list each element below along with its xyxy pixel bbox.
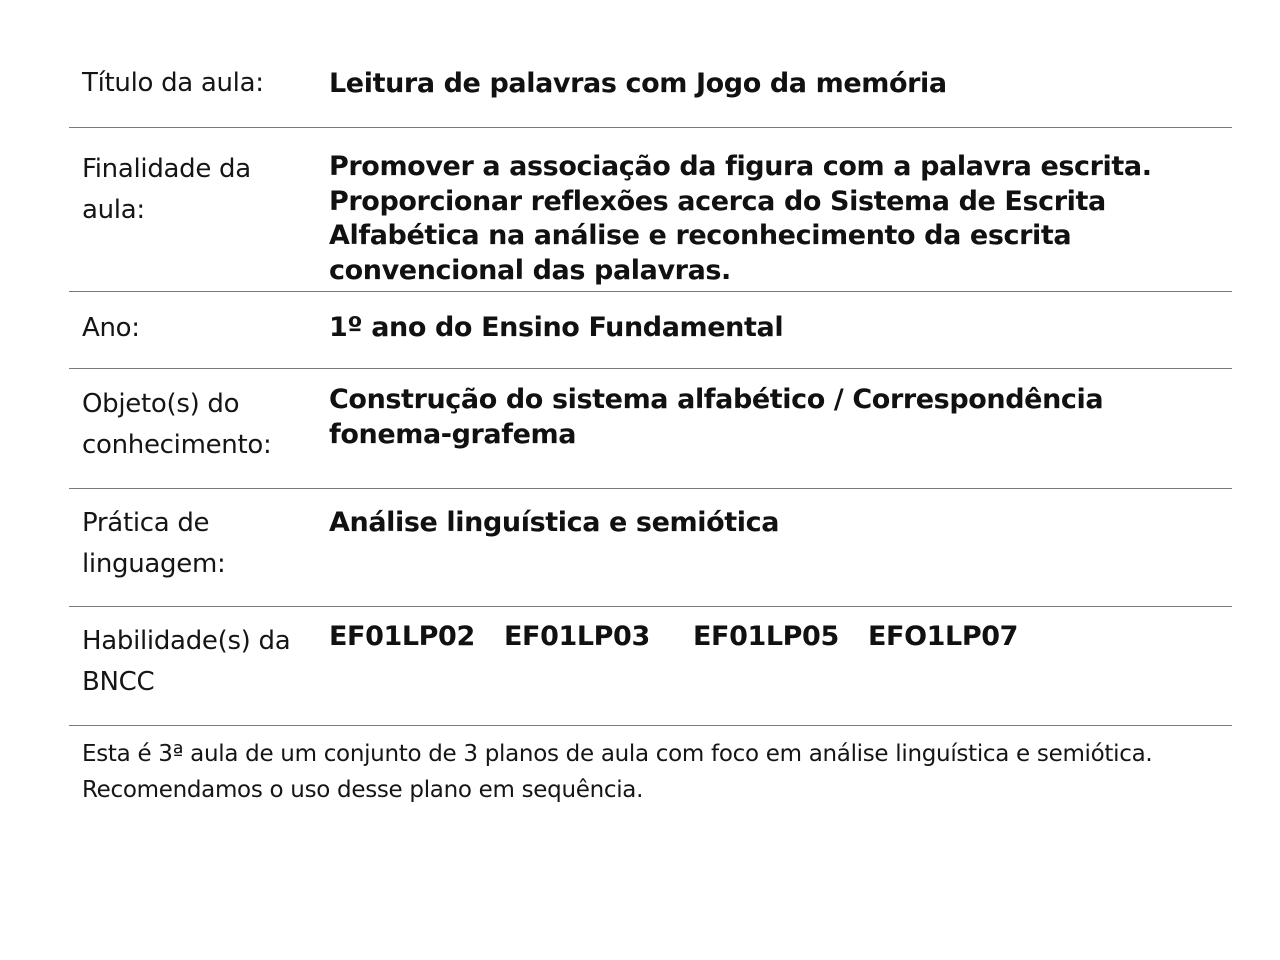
finalidade-value-line: convencional das palavras.: [329, 254, 731, 286]
titulo-value: Leitura de palavras com Jogo da memória: [329, 68, 947, 99]
row-finalidade: [69, 128, 1232, 292]
finalidade-label-line: aula:: [82, 195, 145, 225]
habilidades-label-line: BNCC: [82, 667, 155, 697]
finalidade-value: [329, 128, 1232, 291]
sequence-note: [69, 726, 1232, 808]
objeto-label-line: conhecimento:: [82, 430, 272, 460]
pratica-value: Análise linguística e semiótica: [329, 507, 780, 538]
objeto-value: [329, 369, 1232, 488]
lesson-plan-table: [69, 40, 1232, 808]
finalidade-value-line: Proporcionar reflexões acerca do Sistema de Escrita: [329, 185, 1106, 217]
habilidades-label-line: Habilidade(s) da: [82, 626, 291, 656]
objeto-label-line: Objeto(s) do: [82, 389, 240, 419]
bncc-code: EF01LP05: [693, 621, 839, 652]
objeto-value-line: fonema-grafema: [329, 418, 577, 450]
sequence-note-line: Recomendamos o uso desse plano em sequência.: [82, 777, 644, 803]
row-ano: [69, 292, 1232, 369]
ano-label: Ano:: [82, 313, 140, 343]
row-objeto: [69, 369, 1232, 489]
objeto-value-line: Construção do sistema alfabético / Correspondência: [329, 384, 1104, 415]
habilidades-value: [329, 607, 1232, 725]
bncc-code: EF01LP02: [329, 621, 475, 652]
row-titulo: [69, 40, 1232, 128]
ano-value: 1º ano do Ensino Fundamental: [329, 312, 784, 343]
pratica-label-line: Prática de: [82, 508, 210, 538]
finalidade-value-line: Promover a associação da figura com a palavra escrita.: [329, 151, 1152, 182]
habilidades-label: [69, 607, 329, 725]
bncc-code-list: [329, 620, 1232, 655]
objeto-label: [69, 369, 329, 488]
finalidade-value-line: Alfabética na análise e reconhecimento da escrita: [329, 220, 1072, 251]
titulo-label: Título da aula:: [82, 68, 264, 98]
pratica-label: [69, 489, 329, 606]
sequence-note-line: Esta é 3ª aula de um conjunto de 3 planos de aula com foco em análise linguística e semiótica.: [82, 741, 1153, 767]
finalidade-label-line: Finalidade da: [82, 154, 251, 184]
row-pratica: [69, 489, 1232, 607]
row-habilidades: [69, 607, 1232, 726]
pratica-label-line: linguagem:: [82, 549, 226, 579]
finalidade-label: [69, 128, 329, 291]
bncc-code: EFO1LP07: [868, 621, 1018, 652]
bncc-code: EF01LP03: [504, 621, 650, 652]
